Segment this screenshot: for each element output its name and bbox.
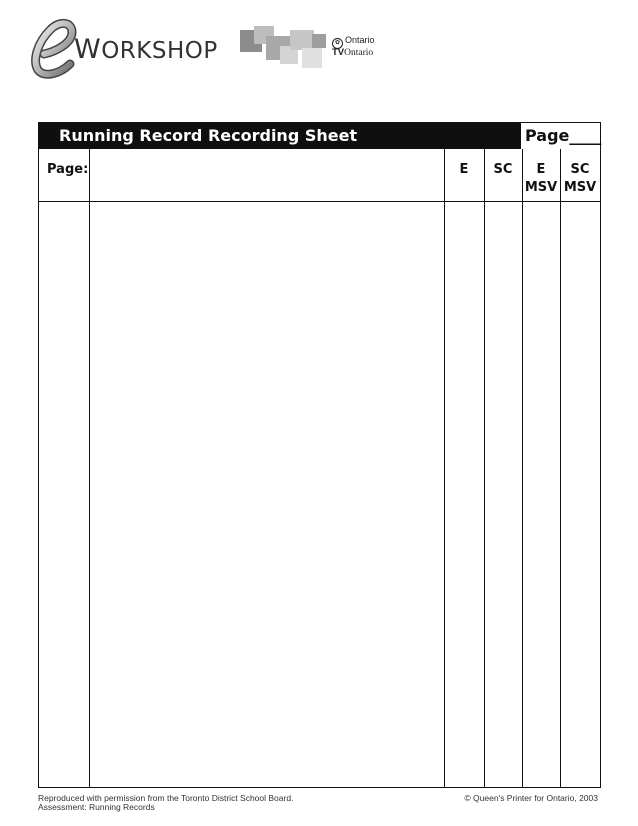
permission-note: Reproduced with permission from the Toronto District School Board.	[38, 793, 294, 803]
copyright-note: © Queen's Printer for Ontario, 2003	[464, 793, 598, 803]
text-column-divider	[444, 149, 445, 787]
assessment-note: Assessment: Running Records	[38, 802, 155, 812]
sc-column-header: SC	[493, 162, 513, 177]
trillium-icon: ✿	[332, 38, 343, 49]
sc-msv-bottom: MSV	[563, 180, 597, 195]
eworkshop-wordmark	[74, 34, 218, 65]
tvo-ontario-text: Ontario	[344, 48, 374, 58]
e-msv-top: E	[536, 162, 546, 177]
decorative-squares	[240, 26, 330, 74]
page-number-field[interactable]	[520, 123, 600, 149]
page-column-divider	[89, 149, 90, 787]
sc-msv-column-header	[560, 161, 600, 197]
header-divider	[39, 201, 600, 202]
e-column-divider	[484, 149, 485, 787]
recording-sheet	[38, 122, 601, 788]
tvontario-logo	[332, 47, 373, 58]
page-column-header: Page:	[47, 162, 89, 177]
title-bar	[39, 123, 600, 149]
e-msv-bottom: MSV	[524, 180, 558, 195]
page-number-label: Page____	[525, 126, 602, 145]
wordmark-cap: W	[74, 34, 102, 65]
footer-left	[38, 794, 293, 812]
sc-column-divider	[522, 149, 523, 787]
sc-msv-top: SC	[570, 162, 590, 177]
ontario-text: Ontario	[345, 35, 375, 45]
e-msv-column-header	[522, 161, 560, 197]
wordmark-rest: ORKSHOP	[101, 38, 218, 64]
e-msv-column-divider	[560, 149, 561, 787]
tvo-tv-text: TV	[332, 47, 345, 58]
e-column-header: E	[459, 162, 469, 177]
sheet-title: Running Record Recording Sheet	[59, 126, 358, 145]
footer-right	[464, 794, 598, 803]
